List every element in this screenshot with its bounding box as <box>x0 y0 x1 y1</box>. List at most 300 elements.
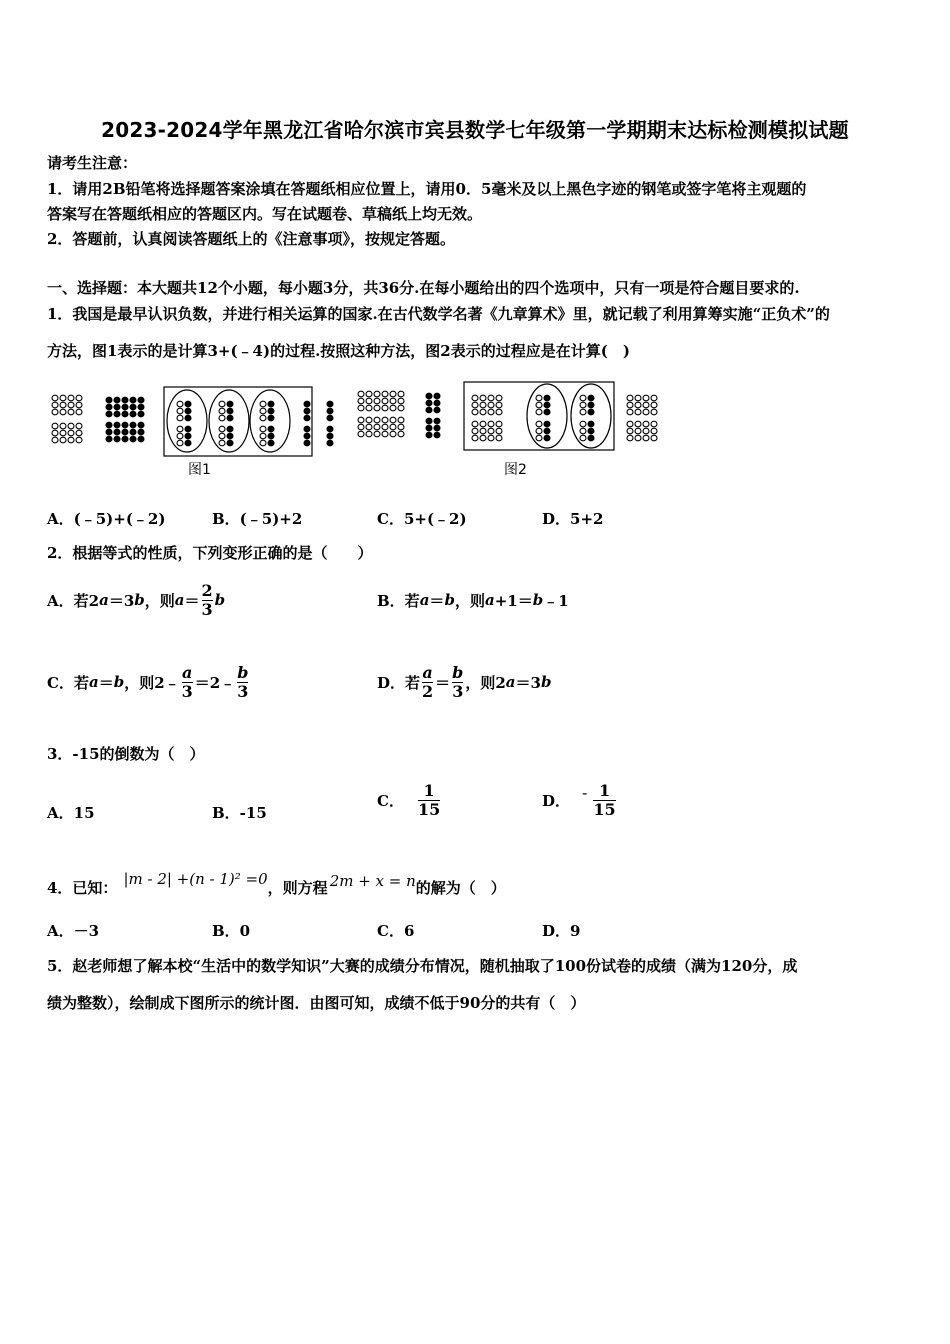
rod-outline <box>219 433 225 439</box>
rod-outline <box>643 409 649 415</box>
rod-filled <box>138 429 144 435</box>
rod-outline <box>68 423 74 429</box>
rod-filled <box>268 426 274 432</box>
rod-filled <box>122 436 128 442</box>
rod-filled <box>426 418 432 424</box>
rod-filled <box>304 408 310 414</box>
rod-outline <box>536 402 542 408</box>
q2a-fraction <box>202 582 213 619</box>
rod-outline <box>76 395 82 401</box>
rod-filled <box>138 422 144 428</box>
rod-outline <box>496 395 502 401</box>
rod-filled <box>106 404 112 410</box>
q5-stem-a: 5．赵老师想了解本校“生活中的数学知识”大赛的成绩分布情况，随机抽取了100份试卷的成绩（满为120分，成 <box>47 957 798 975</box>
rod-outline <box>358 391 364 397</box>
rod-outline <box>496 435 502 441</box>
rod-outline <box>358 405 364 411</box>
rod-outline <box>52 409 58 415</box>
rod-outline <box>68 430 74 436</box>
rod-outline <box>177 401 183 407</box>
rod-outline <box>382 391 388 397</box>
rod-filled <box>130 411 136 417</box>
q2d-b: b <box>540 673 552 691</box>
rod-outline <box>177 440 183 446</box>
rod-filled <box>227 415 233 421</box>
rod-outline <box>496 421 502 427</box>
q2a-eq: ＝ <box>184 591 200 610</box>
rod-filled <box>434 425 440 431</box>
rod-outline <box>219 408 225 414</box>
denominator: 3 <box>181 681 193 701</box>
rod-outline <box>260 415 266 421</box>
rod-outline <box>480 428 486 434</box>
rod-outline <box>219 415 225 421</box>
rod-filled <box>106 422 112 428</box>
rod-outline <box>643 435 649 441</box>
rod-filled <box>268 415 274 421</box>
rod-outline <box>390 417 396 423</box>
q2c-eq: ＝ <box>98 673 114 692</box>
rod-filled <box>588 435 594 441</box>
rod-outline <box>580 395 586 401</box>
rod-outline <box>260 408 266 414</box>
numerator: a <box>422 662 433 682</box>
numerator: 1 <box>598 780 611 800</box>
rod-outline <box>480 421 486 427</box>
q3d-label: D． <box>542 791 571 810</box>
notice-line-1: 1．请用2B铅笔将选择题答案涂填在答题纸相应位置上，请用0．5毫米及以上黑色字迹的钢笔或签字笔将主观题的 <box>47 180 807 198</box>
rod-outline <box>480 395 486 401</box>
rod-outline <box>643 402 649 408</box>
rod-outline <box>52 423 58 429</box>
rod-outline <box>68 402 74 408</box>
q2a-pre: A．若2 <box>47 591 100 610</box>
rod-filled <box>327 401 333 407</box>
rod-filled <box>130 429 136 435</box>
rod-outline <box>398 405 404 411</box>
rod-filled <box>426 425 432 431</box>
q2a-b2: b <box>214 591 226 609</box>
rod-filled <box>227 433 233 439</box>
rod-filled <box>426 432 432 438</box>
rod-filled <box>185 433 191 439</box>
numerator: a <box>182 662 193 682</box>
q2c-pre: C．若 <box>47 673 89 692</box>
rod-outline <box>52 395 58 401</box>
rod-outline <box>536 428 542 434</box>
q2b-a: a <box>419 591 430 609</box>
q2d-pre: D．若 <box>377 673 421 692</box>
rod-outline <box>496 428 502 434</box>
numerator: 2 <box>201 580 213 600</box>
rod-outline <box>366 398 372 404</box>
q2a-b: b <box>134 591 145 609</box>
counting-rod-figures <box>45 378 675 480</box>
rod-outline <box>627 395 633 401</box>
rod-outline <box>398 391 404 397</box>
rod-outline <box>366 417 372 423</box>
q2c-a: a <box>88 673 99 691</box>
rod-outline <box>382 398 388 404</box>
rod-filled <box>130 404 136 410</box>
q2-option-c <box>47 658 250 706</box>
q4-option-b: B．0 <box>212 922 251 940</box>
rod-filled <box>544 402 550 408</box>
rod-outline <box>488 409 494 415</box>
rod-outline <box>382 405 388 411</box>
q4-option-d: D．9 <box>542 922 581 940</box>
rod-outline <box>488 428 494 434</box>
q4-option-a: A．－3 <box>47 922 100 940</box>
rod-outline <box>260 426 266 432</box>
numerator: b <box>237 662 249 682</box>
rod-outline <box>76 402 82 408</box>
q3c-label: C． <box>377 791 404 810</box>
q2d-fraction-2 <box>452 664 463 701</box>
rod-filled <box>434 400 440 406</box>
rod-filled <box>434 432 440 438</box>
rod-outline <box>651 395 657 401</box>
rod-outline <box>382 417 388 423</box>
rod-filled <box>304 433 310 439</box>
q1-option-c: C．5+(﹣2) <box>377 510 467 528</box>
q4-option-c: C．6 <box>377 922 415 940</box>
denominator: 3 <box>237 681 249 701</box>
rod-filled <box>327 433 333 439</box>
q3-option-a: A．15 <box>47 804 95 822</box>
rod-outline <box>219 440 225 446</box>
rod-outline <box>68 409 74 415</box>
rod-outline <box>398 417 404 423</box>
q2-option-a <box>47 576 225 624</box>
rod-outline <box>472 395 478 401</box>
rod-outline <box>382 431 388 437</box>
q4-equation: 2m + x = n <box>329 872 416 890</box>
rod-outline <box>488 435 494 441</box>
rod-outline <box>472 421 478 427</box>
rod-filled <box>426 400 432 406</box>
denominator: 15 <box>593 799 616 819</box>
rod-outline <box>382 424 388 430</box>
rod-outline <box>358 417 364 423</box>
rod-outline <box>260 401 266 407</box>
q2-option-d <box>377 658 551 706</box>
q2d-then: ，则2 <box>465 673 506 692</box>
rod-filled <box>268 408 274 414</box>
rod-outline <box>76 437 82 443</box>
q2c-then: ，则2﹣ <box>124 673 180 692</box>
rod-outline <box>60 430 66 436</box>
q4-stem-post: 的解为（ ） <box>415 879 506 897</box>
rod-outline <box>480 435 486 441</box>
rod-outline <box>651 402 657 408</box>
q4-absolute-expression: |m - 2| +(n - 1)² =0 <box>123 870 268 888</box>
rod-outline <box>177 415 183 421</box>
q3c-fraction <box>418 782 440 819</box>
rod-filled <box>114 397 120 403</box>
rod-outline <box>635 421 641 427</box>
rod-filled <box>122 429 128 435</box>
rod-filled <box>227 426 233 432</box>
rod-outline <box>536 395 542 401</box>
rod-filled <box>588 421 594 427</box>
q4-stem-mid: ，则方程 <box>267 879 328 897</box>
q2a-mid: ＝3 <box>108 591 135 610</box>
rod-filled <box>544 428 550 434</box>
rod-filled <box>544 409 550 415</box>
rod-outline <box>651 409 657 415</box>
rod-outline <box>398 424 404 430</box>
rod-outline <box>374 417 380 423</box>
q2c-b: b <box>113 673 125 691</box>
rod-filled <box>434 393 440 399</box>
rod-filled <box>122 404 128 410</box>
q1-option-b: B．(﹣5)+2 <box>212 510 303 528</box>
rod-outline <box>635 395 641 401</box>
rod-outline <box>52 402 58 408</box>
rod-filled <box>588 428 594 434</box>
rod-outline <box>374 431 380 437</box>
q2b-b: b <box>444 591 455 609</box>
rod-filled <box>122 422 128 428</box>
rod-outline <box>488 395 494 401</box>
q2b-then: ，则 <box>454 591 485 610</box>
rod-filled <box>426 407 432 413</box>
rod-outline <box>643 421 649 427</box>
q2c-fraction-1 <box>182 664 193 701</box>
q4-stem <box>47 862 506 898</box>
rod-outline <box>260 440 266 446</box>
rod-outline <box>580 428 586 434</box>
rod-filled <box>304 440 310 446</box>
rod-outline <box>480 402 486 408</box>
rod-filled <box>588 395 594 401</box>
q1-option-a: A．(﹣5)+(﹣2) <box>47 510 166 528</box>
q3d-fraction <box>593 782 615 819</box>
rod-outline <box>627 421 633 427</box>
rod-outline <box>651 421 657 427</box>
rod-outline <box>390 398 396 404</box>
rod-filled <box>227 408 233 414</box>
rod-outline <box>496 402 502 408</box>
rod-filled <box>227 401 233 407</box>
rod-filled <box>327 408 333 414</box>
q3-option-b: B．-15 <box>212 804 267 822</box>
rod-outline <box>374 405 380 411</box>
denominator: 2 <box>422 681 434 701</box>
rod-filled <box>138 436 144 442</box>
rod-filled <box>426 393 432 399</box>
rod-filled <box>268 401 274 407</box>
rod-outline <box>627 428 633 434</box>
rod-outline <box>60 437 66 443</box>
q3-stem: 3．-15的倒数为（ ） <box>47 745 205 763</box>
rod-filled <box>588 409 594 415</box>
notice-heading: 请考生注意： <box>47 154 138 172</box>
rod-outline <box>580 421 586 427</box>
rod-filled <box>185 415 191 421</box>
q1-option-d: D．5+2 <box>542 510 604 528</box>
rod-outline <box>366 391 372 397</box>
q3-option-c <box>377 776 442 824</box>
q1-stem-a: 1．我国是最早认识负数，并进行相关运算的国家.在古代数学名著《九章算术》里，就记载了利用算筹实施“正负术”的 <box>47 305 830 323</box>
rod-filled <box>106 429 112 435</box>
rod-filled <box>122 411 128 417</box>
rod-filled <box>185 426 191 432</box>
figure-2-label: 图2 <box>504 462 527 478</box>
rod-outline <box>366 424 372 430</box>
rod-outline <box>536 409 542 415</box>
rod-outline <box>643 395 649 401</box>
rod-outline <box>219 426 225 432</box>
notice-line-1b: 答案写在答题纸相应的答题区内。写在试题卷、草稿纸上均无效。 <box>47 205 483 223</box>
q2a-a: a <box>99 591 109 609</box>
q2d-fraction-1 <box>422 664 433 701</box>
q2b-b2: b <box>532 591 544 609</box>
rod-filled <box>327 426 333 432</box>
rod-outline <box>76 409 82 415</box>
q3d-sign: - <box>582 782 588 802</box>
rod-filled <box>544 395 550 401</box>
q5-stem-b: 绩为整数），绘制成下图所示的统计图．由图可知，成绩不低于90分的共有（ ） <box>47 994 586 1012</box>
numerator: 1 <box>423 780 435 800</box>
rod-filled <box>185 440 191 446</box>
q2b-eq: ＝ <box>429 591 445 610</box>
rod-filled <box>138 397 144 403</box>
q2a-a2: a <box>174 591 185 609</box>
rod-outline <box>390 431 396 437</box>
rod-outline <box>374 391 380 397</box>
rod-filled <box>304 415 310 421</box>
rod-filled <box>106 411 112 417</box>
rod-filled <box>588 402 594 408</box>
numerator: b <box>452 662 464 682</box>
rod-outline <box>68 437 74 443</box>
rod-outline <box>390 391 396 397</box>
rod-filled <box>130 436 136 442</box>
rod-filled <box>114 422 120 428</box>
rod-filled <box>304 401 310 407</box>
rod-outline <box>358 398 364 404</box>
rod-outline <box>627 435 633 441</box>
rod-outline <box>580 435 586 441</box>
rod-filled <box>327 415 333 421</box>
rod-outline <box>643 428 649 434</box>
rod-filled <box>106 436 112 442</box>
q2c-mid: ＝2﹣ <box>194 673 236 692</box>
rod-outline <box>60 409 66 415</box>
q2d-mid: ＝3 <box>515 673 541 692</box>
section-heading: 一、选择题：本大题共12个小题，每小题3分，共36分.在每小题给出的四个选项中，只有一项是符合题目要求的. <box>47 279 800 297</box>
q3-option-d <box>542 776 618 824</box>
q2b-pre: B．若 <box>377 591 420 610</box>
rod-outline <box>398 398 404 404</box>
rod-outline <box>219 401 225 407</box>
q2-option-b <box>377 576 569 624</box>
q2a-then: ，则 <box>144 591 175 610</box>
denominator: 15 <box>417 799 441 819</box>
q2d-a: a <box>505 673 516 691</box>
rod-outline <box>635 435 641 441</box>
rod-outline <box>52 437 58 443</box>
rod-filled <box>138 404 144 410</box>
rod-outline <box>472 409 478 415</box>
rod-outline <box>358 424 364 430</box>
rod-outline <box>651 435 657 441</box>
rod-outline <box>260 433 266 439</box>
rod-filled <box>114 429 120 435</box>
rod-filled <box>106 397 112 403</box>
rod-outline <box>651 428 657 434</box>
rod-filled <box>185 408 191 414</box>
rod-outline <box>635 402 641 408</box>
rod-filled <box>130 397 136 403</box>
figures-group <box>52 382 657 456</box>
rod-filled <box>227 440 233 446</box>
q1-stem-b: 方法，图1表示的是计算3+(﹣4)的过程.按照这种方法，图2表示的过程应是在计算( ) <box>47 342 630 360</box>
page-title: 2023-2024学年黑龙江省哈尔滨市宾县数学七年级第一学期期末达标检测模拟试题 <box>101 118 849 142</box>
rod-outline <box>472 428 478 434</box>
rod-filled <box>114 404 120 410</box>
rod-outline <box>68 395 74 401</box>
rod-outline <box>60 402 66 408</box>
rod-outline <box>177 433 183 439</box>
q2b-end: ﹣1 <box>543 591 569 610</box>
notice-line-2: 2．答题前，认真阅读答题纸上的《注意事项》，按规定答题。 <box>47 230 455 248</box>
rod-outline <box>390 405 396 411</box>
rod-outline <box>390 424 396 430</box>
rod-outline <box>580 409 586 415</box>
rod-outline <box>472 435 478 441</box>
denominator: 3 <box>201 599 213 619</box>
rod-outline <box>177 426 183 432</box>
q2-stem: 2．根据等式的性质，下列变形正确的是（ ） <box>47 544 373 562</box>
rod-filled <box>304 426 310 432</box>
rod-outline <box>76 423 82 429</box>
rod-outline <box>366 405 372 411</box>
q2b-rest: +1＝ <box>494 591 533 610</box>
rod-filled <box>130 422 136 428</box>
rod-outline <box>177 408 183 414</box>
rod-outline <box>60 395 66 401</box>
rod-outline <box>496 409 502 415</box>
q2c-fraction-2 <box>237 664 248 701</box>
q2b-a2: a <box>484 591 495 609</box>
rod-filled <box>122 397 128 403</box>
rod-filled <box>268 440 274 446</box>
rod-outline <box>488 402 494 408</box>
rod-outline <box>76 430 82 436</box>
rod-outline <box>536 421 542 427</box>
rod-filled <box>138 411 144 417</box>
rod-filled <box>268 433 274 439</box>
rod-outline <box>358 431 364 437</box>
rod-outline <box>374 398 380 404</box>
rod-outline <box>536 435 542 441</box>
q4-stem-pre: 4．已知： <box>47 879 118 897</box>
rod-outline <box>627 409 633 415</box>
rod-outline <box>472 402 478 408</box>
rod-outline <box>398 431 404 437</box>
rod-filled <box>434 418 440 424</box>
rod-filled <box>434 407 440 413</box>
q2d-eq: ＝ <box>435 673 451 692</box>
rod-filled <box>114 411 120 417</box>
rod-filled <box>327 440 333 446</box>
rod-outline <box>52 430 58 436</box>
rod-filled <box>544 435 550 441</box>
figure-1-label: 图1 <box>188 462 211 478</box>
